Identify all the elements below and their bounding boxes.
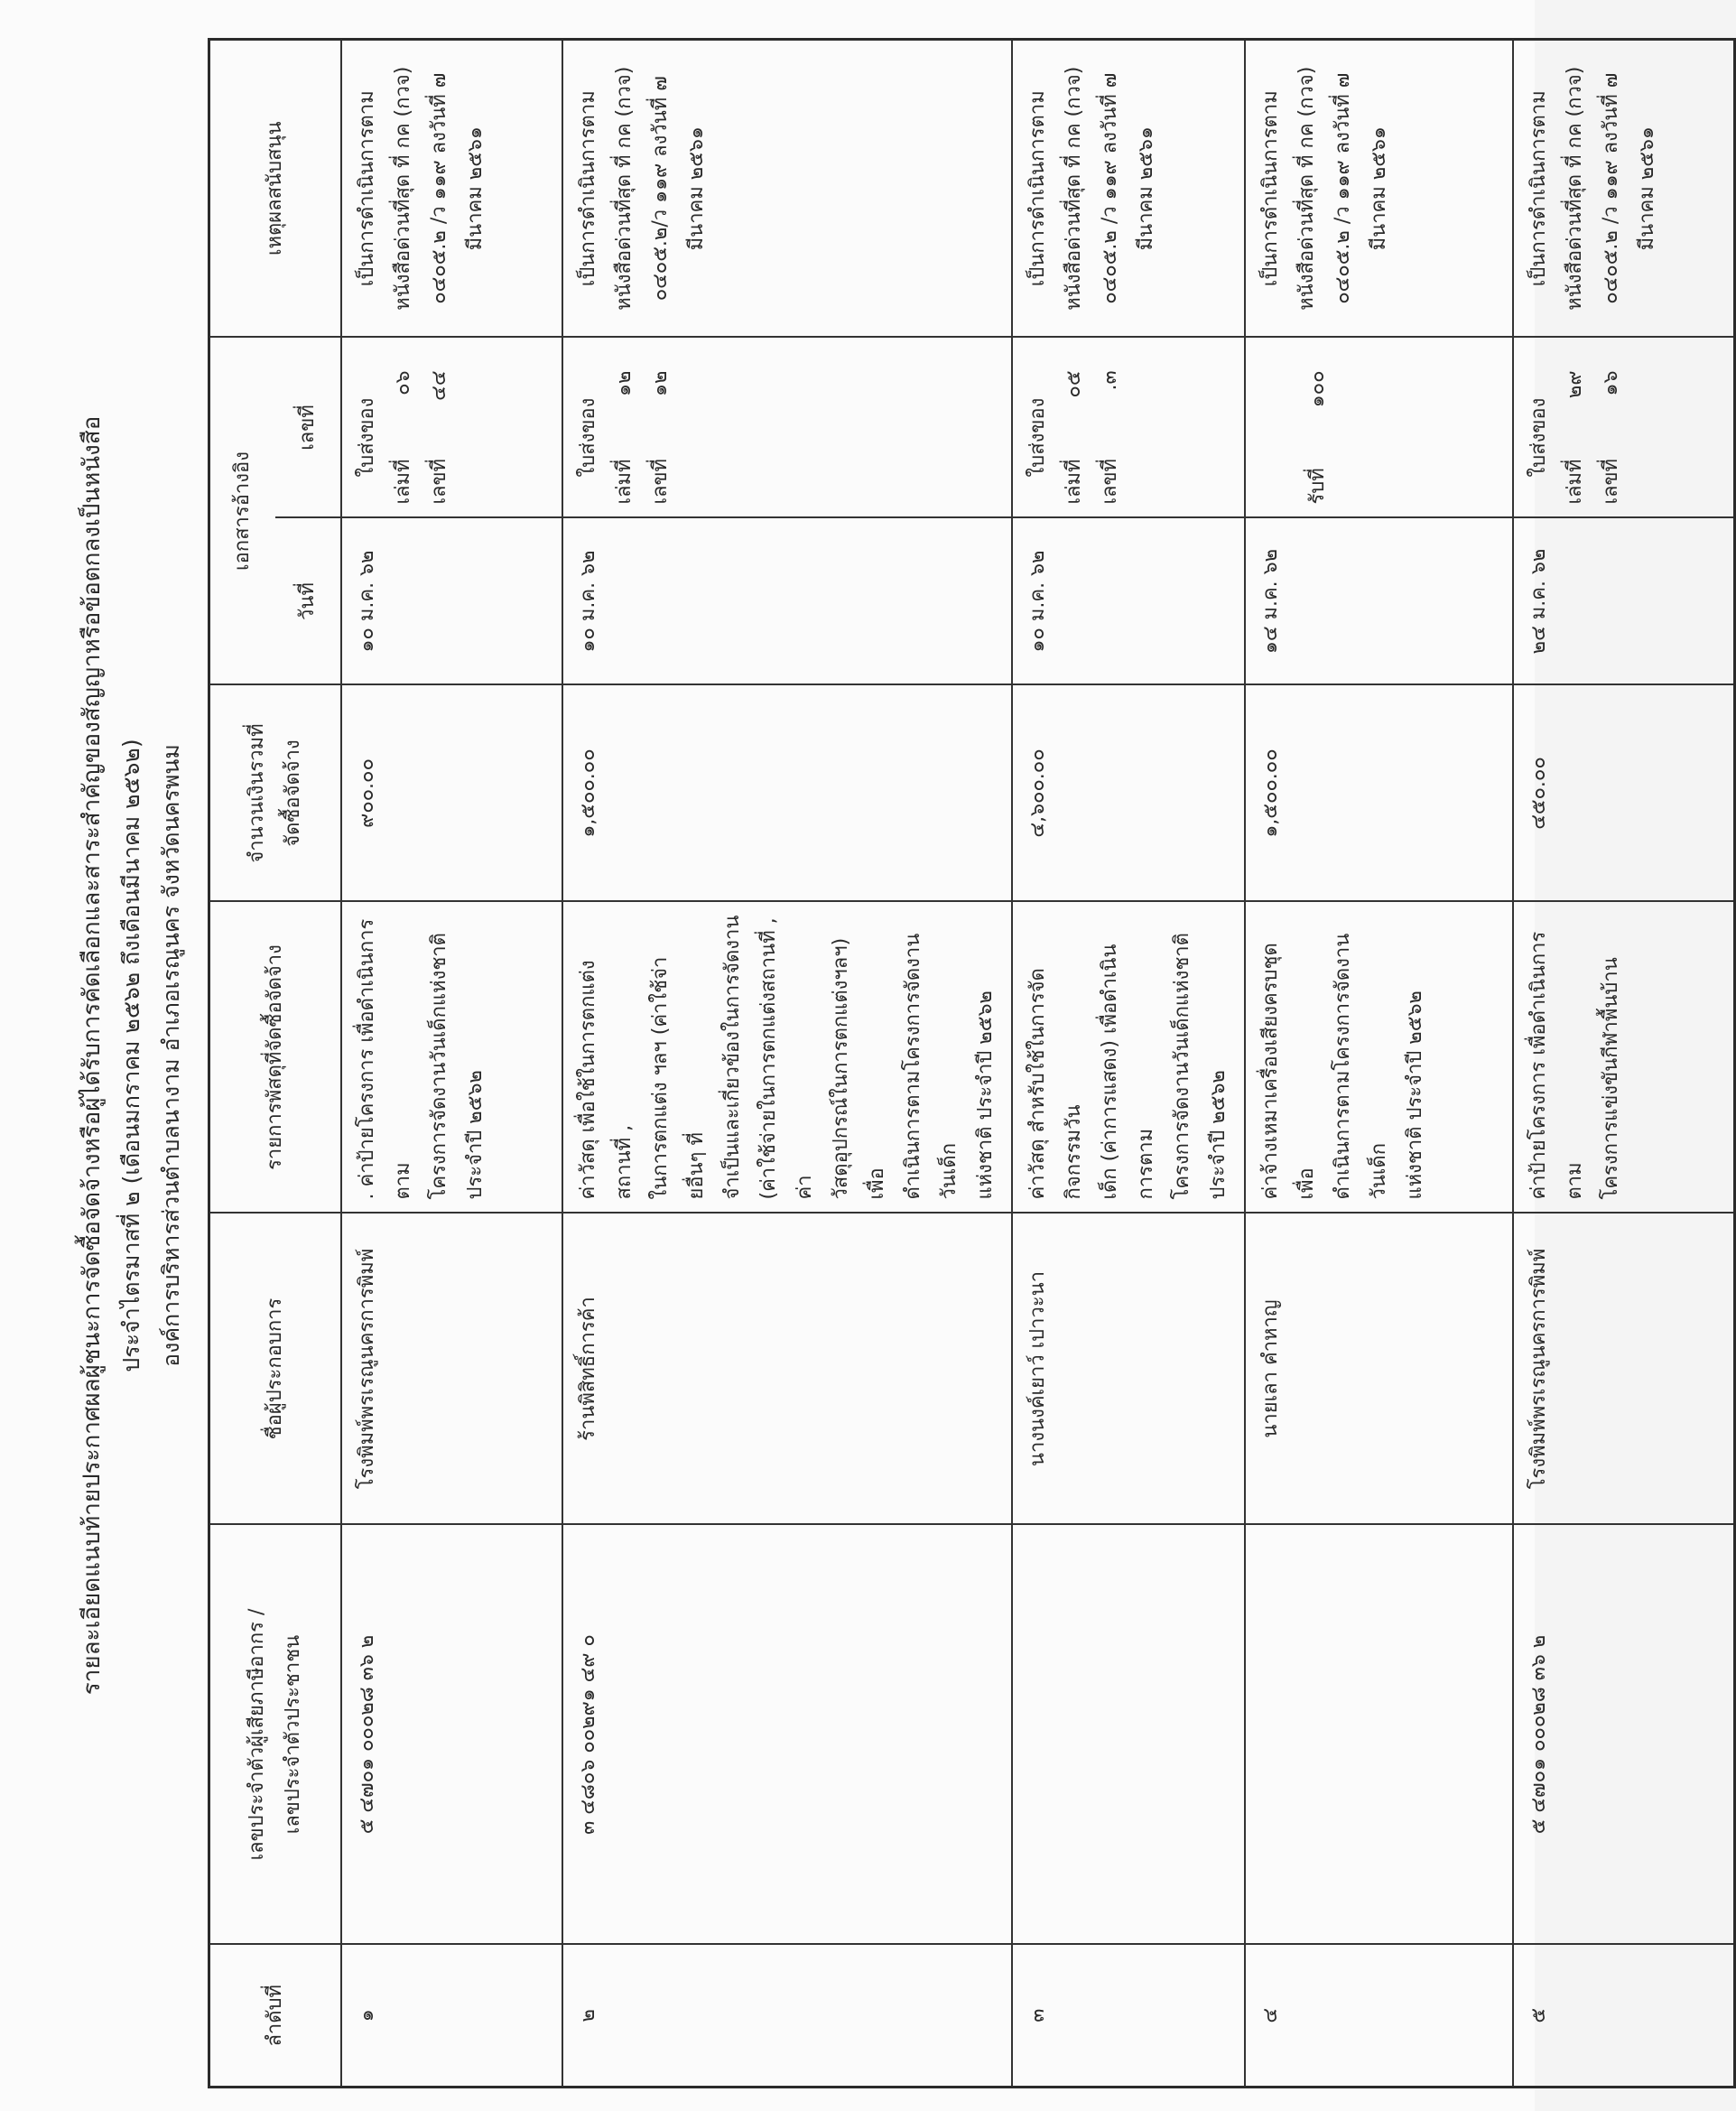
procurement-table bbox=[208, 38, 1736, 2088]
header-row bbox=[209, 39, 276, 2087]
row-no: ๓ bbox=[1012, 1945, 1245, 2088]
reason-line: เป็นการดำเนินการตาม bbox=[1259, 90, 1282, 287]
header-tax-id-line1: เลขประจำตัวผู้เสียภาษีอากร / bbox=[246, 1608, 268, 1861]
item-line: ค่าวัสดุ เพื่อใช้ในการตกแต่งสถานที่ , bbox=[577, 960, 636, 1200]
item-line: ประจำปี ๒๕๖๒ bbox=[464, 1070, 487, 1200]
row-reason bbox=[1245, 39, 1513, 337]
ref-value: ๒๙ bbox=[1564, 370, 1586, 399]
ref-label: เล่มที่ bbox=[613, 459, 636, 505]
item-line: ดำเนินการตามโครงการจัดงานวันเด็ก bbox=[1332, 933, 1390, 1200]
item-line: เด็ก (ค่าการแสดง) เพื่อดำเนินการตาม bbox=[1099, 944, 1157, 1200]
row-items bbox=[1245, 902, 1513, 1214]
row-vendor: โรงพิมพ์พรเรณูนครการพิมพ์ bbox=[1513, 1214, 1735, 1525]
ref-doc-type: ใบส่งของ bbox=[577, 397, 599, 478]
ref-label: เลขที่ bbox=[1600, 458, 1622, 505]
row-ref bbox=[1245, 337, 1513, 517]
row-items bbox=[1012, 902, 1245, 1214]
reason-line: ๐๔๐๕.๒ /ว ๑๑๙ ลงวันที่ ๗ bbox=[428, 72, 450, 304]
header-reason: เหตุผลสนับสนุน bbox=[209, 39, 342, 337]
reason-line: มีนาคม ๒๕๖๑ bbox=[464, 126, 487, 251]
item-line: ประจำปี ๒๕๖๒ bbox=[1207, 1070, 1230, 1200]
reason-line: หนังสือด่วนที่สุด ที่ กค (กวจ) bbox=[1063, 66, 1085, 311]
header-amount-line1: จำนวนเงินรวมที่ bbox=[246, 723, 268, 863]
table-row bbox=[341, 39, 562, 2087]
row-vendor: ร้านพิสิทธิ์การค้า bbox=[562, 1214, 1012, 1525]
reason-line: หนังสือด่วนที่สุด ที่ กค (กวจ) bbox=[613, 66, 636, 311]
reason-line: เป็นการดำเนินการตาม bbox=[577, 90, 599, 287]
table-row bbox=[1513, 39, 1735, 2087]
row-date: ๑๐ ม.ค. ๖๒ bbox=[562, 518, 1012, 685]
item-line: . ค่าป้ายโครงการ เพื่อดำเนินการตาม bbox=[356, 918, 414, 1200]
ref-label: เล่มที่ bbox=[392, 459, 414, 505]
ref-line bbox=[1300, 350, 1336, 504]
row-date: ๒๔ ม.ค. ๖๒ bbox=[1513, 518, 1735, 685]
header-vendor: ชื่อผู้ประกอบการ bbox=[209, 1214, 342, 1525]
row-vendor: โรงพิมพ์พรเรณูนครการพิมพ์ bbox=[341, 1214, 562, 1525]
ref-line bbox=[385, 350, 422, 504]
reason-line: หนังสือด่วนที่สุด ที่ กค (กวจ) bbox=[392, 66, 414, 311]
ref-label: รับที่ bbox=[1306, 468, 1329, 505]
title-line-2: ประจำไตรมาสที่ ๒ (เดือนมกราคม ๒๕๖๒ ถึงเดือนมีนาคม ๒๕๖๒) bbox=[118, 739, 144, 1372]
ref-value: ๑๐๐ bbox=[1306, 370, 1329, 408]
ref-doc-type: ใบส่งของ bbox=[356, 397, 378, 478]
header-items: รายการพัสดุที่จัดซื้อจัดจ้าง bbox=[209, 902, 342, 1214]
row-ref bbox=[1513, 337, 1735, 517]
item-line: แห่งชาติ ประจำปี ๒๕๖๒ bbox=[974, 990, 997, 1200]
row-items bbox=[1513, 902, 1735, 1214]
reason-line: มีนาคม ๒๕๖๑ bbox=[1135, 126, 1157, 251]
row-items bbox=[341, 902, 562, 1214]
table-row bbox=[562, 39, 1012, 2087]
header-amount-line2: จัดซื้อจัดจ้าง bbox=[282, 739, 304, 847]
ref-line bbox=[1557, 350, 1593, 504]
row-items bbox=[562, 902, 1012, 1214]
ref-doc-type: ใบส่งของ bbox=[1026, 397, 1049, 478]
row-no: ๑ bbox=[341, 1945, 562, 2088]
header-amount bbox=[209, 685, 342, 902]
row-tax-id bbox=[1245, 1525, 1513, 1945]
reason-line: มีนาคม ๒๕๖๑ bbox=[1636, 126, 1658, 251]
row-ref bbox=[1012, 337, 1245, 517]
reason-line: ๐๔๐๕.๒ /ว ๑๑๙ ลงวันที่ ๗ bbox=[1099, 72, 1121, 304]
ref-value: ๔๔ bbox=[428, 370, 450, 401]
table-row bbox=[1012, 39, 1245, 2087]
header-ref-group: เอกสารอ้างอิง bbox=[209, 337, 276, 684]
reason-line: เป็นการดำเนินการตาม bbox=[356, 90, 378, 287]
row-ref bbox=[562, 337, 1012, 517]
reason-line: ๐๔๐๕.๒ /ว ๑๑๙ ลงวันที่ ๗ bbox=[1600, 72, 1622, 304]
reason-line: มีนาคม ๒๕๖๑ bbox=[1368, 126, 1390, 251]
row-vendor: นายเลา คำหาญ bbox=[1245, 1214, 1513, 1525]
row-no: ๕ bbox=[1513, 1945, 1735, 2088]
ref-value: ๐๕ bbox=[1063, 370, 1085, 398]
ref-label: เลขที่ bbox=[649, 458, 672, 505]
ref-label: เล่มที่ bbox=[1564, 459, 1586, 505]
ref-value: .๓ bbox=[1099, 370, 1121, 391]
ref-value: ๑๖ bbox=[1600, 370, 1622, 396]
title-line-1: รายละเอียดแนบท้ายประกาศผลผู้ชนะการจัดซื้อจัดจ้างหรือผู้ได้รับการคัดเลือกและสาระสำคัญของสัญญาหรือข้อตกลงเป็นหนังสือ bbox=[79, 415, 106, 1696]
item-line: โครงการจัดงานวันเด็กแห่งชาติ bbox=[1171, 933, 1193, 1200]
title-line-3: องค์การบริหารส่วนตำบลนางาม อำเภอเรณูนคร จังหวัดนครพนม bbox=[158, 744, 184, 1367]
item-line: แห่งชาติ ประจำปี ๒๕๖๒ bbox=[1404, 990, 1426, 1200]
ref-label: เลขที่ bbox=[428, 458, 450, 505]
reason-line: หนังสือด่วนที่สุด ที่ กค (กวจ) bbox=[1295, 66, 1318, 311]
row-date: ๑๐ ม.ค. ๖๒ bbox=[341, 518, 562, 685]
reason-line: ๐๔๐๕.๒/ว ๑๑๙ ลงวันที่ ๗ bbox=[649, 76, 672, 302]
header-tax-id bbox=[209, 1525, 342, 1945]
document-title bbox=[72, 0, 191, 2111]
ref-line bbox=[1593, 350, 1629, 504]
row-amount: ๔,๖๐๐.๐๐ bbox=[1012, 685, 1245, 902]
item-line: วัสดุอุปกรณ์ในการตกแต่งฯลฯ) เพื่อ bbox=[830, 937, 888, 1200]
ref-line bbox=[607, 350, 643, 504]
row-amount: ๑,๕๐๐.๐๐ bbox=[562, 685, 1012, 902]
item-line: โครงการแข่งขันกีฬาพื้นบ้าน bbox=[1600, 957, 1622, 1200]
item-line: จำเป็นและเกี่ยวข้องในการจัดงาน bbox=[721, 915, 744, 1200]
item-line: ดำเนินการตามโครงการจัดงานวันเด็ก bbox=[902, 933, 961, 1200]
ref-doc-type: ใบส่งของ bbox=[1527, 397, 1550, 478]
row-reason bbox=[1012, 39, 1245, 337]
item-line: ค่าจ้างเหมาเครื่องเสียงครบชุด เพื่อ bbox=[1259, 943, 1318, 1200]
ref-line bbox=[1092, 350, 1128, 504]
ref-value: ๑๒ bbox=[613, 370, 636, 396]
header-ref-no: เลขที่ bbox=[275, 337, 341, 517]
row-tax-id: ๓ ๔๘๐๖ ๐๐๒๙๑ ๔๙ ๐ bbox=[562, 1525, 1012, 1945]
ref-line bbox=[1056, 350, 1092, 504]
table-row bbox=[1245, 39, 1513, 2087]
header-tax-id-line2: เลขประจำตัวประชาชน bbox=[282, 1634, 304, 1835]
ref-line bbox=[643, 350, 679, 504]
row-tax-id: ๕ ๔๗๐๑ ๐๐๐๒๘ ๓๖ ๒ bbox=[1513, 1525, 1735, 1945]
row-reason bbox=[1513, 39, 1735, 337]
row-amount: ๙๐๐.๐๐ bbox=[341, 685, 562, 902]
item-line: ค่าป้ายโครงการ เพื่อดำเนินการตาม bbox=[1527, 931, 1586, 1200]
row-no: ๔ bbox=[1245, 1945, 1513, 2088]
row-tax-id bbox=[1012, 1525, 1245, 1945]
row-vendor: นางนงค์เยาว์ เปาวะนา bbox=[1012, 1214, 1245, 1525]
reason-line: มีนาคม ๒๕๖๑ bbox=[685, 126, 708, 251]
ref-line bbox=[422, 350, 458, 504]
item-line: โครงการจัดงานวันเด็กแห่งชาติ bbox=[428, 933, 450, 1200]
item-line: ในการตกแต่ง ฯลฯ (ค่าใช้จ่ายอื่นๆ ที่ bbox=[649, 956, 708, 1200]
row-amount: ๔๕๐.๐๐ bbox=[1513, 685, 1735, 902]
row-amount: ๑,๕๐๐.๐๐ bbox=[1245, 685, 1513, 902]
reason-line: หนังสือด่วนที่สุด ที่ กค (กวจ) bbox=[1564, 66, 1586, 311]
ref-value: ๐๖ bbox=[392, 370, 414, 395]
item-line: (ค่าใช้จ่ายในการตกแต่งสถานที่ , ค่า bbox=[757, 917, 816, 1200]
row-no: ๒ bbox=[562, 1945, 1012, 2088]
row-reason bbox=[341, 39, 562, 337]
item-line: ค่าวัสดุ สำหรับใช้ในการจัดกิจกรรมวัน bbox=[1026, 968, 1085, 1200]
ref-label: เล่มที่ bbox=[1063, 459, 1085, 505]
reason-line: เป็นการดำเนินการตาม bbox=[1026, 90, 1049, 287]
row-tax-id: ๕ ๔๗๐๑ ๐๐๐๒๘ ๓๖ ๒ bbox=[341, 1525, 562, 1945]
row-date: ๑๔ ม.ค. ๖๒ bbox=[1245, 518, 1513, 685]
row-reason bbox=[562, 39, 1012, 337]
ref-value: ๑๒ bbox=[649, 370, 672, 396]
header-ref-date: วันที่ bbox=[275, 518, 341, 685]
row-date: ๑๐ ม.ค. ๖๒ bbox=[1012, 518, 1245, 685]
ref-label: เลขที่ bbox=[1099, 458, 1121, 505]
row-ref bbox=[341, 337, 562, 517]
header-no: ลำดับที่ bbox=[209, 1945, 342, 2088]
reason-line: ๐๔๐๕.๒ /ว ๑๑๙ ลงวันที่ ๗ bbox=[1332, 72, 1354, 304]
reason-line: เป็นการดำเนินการตาม bbox=[1527, 90, 1550, 287]
